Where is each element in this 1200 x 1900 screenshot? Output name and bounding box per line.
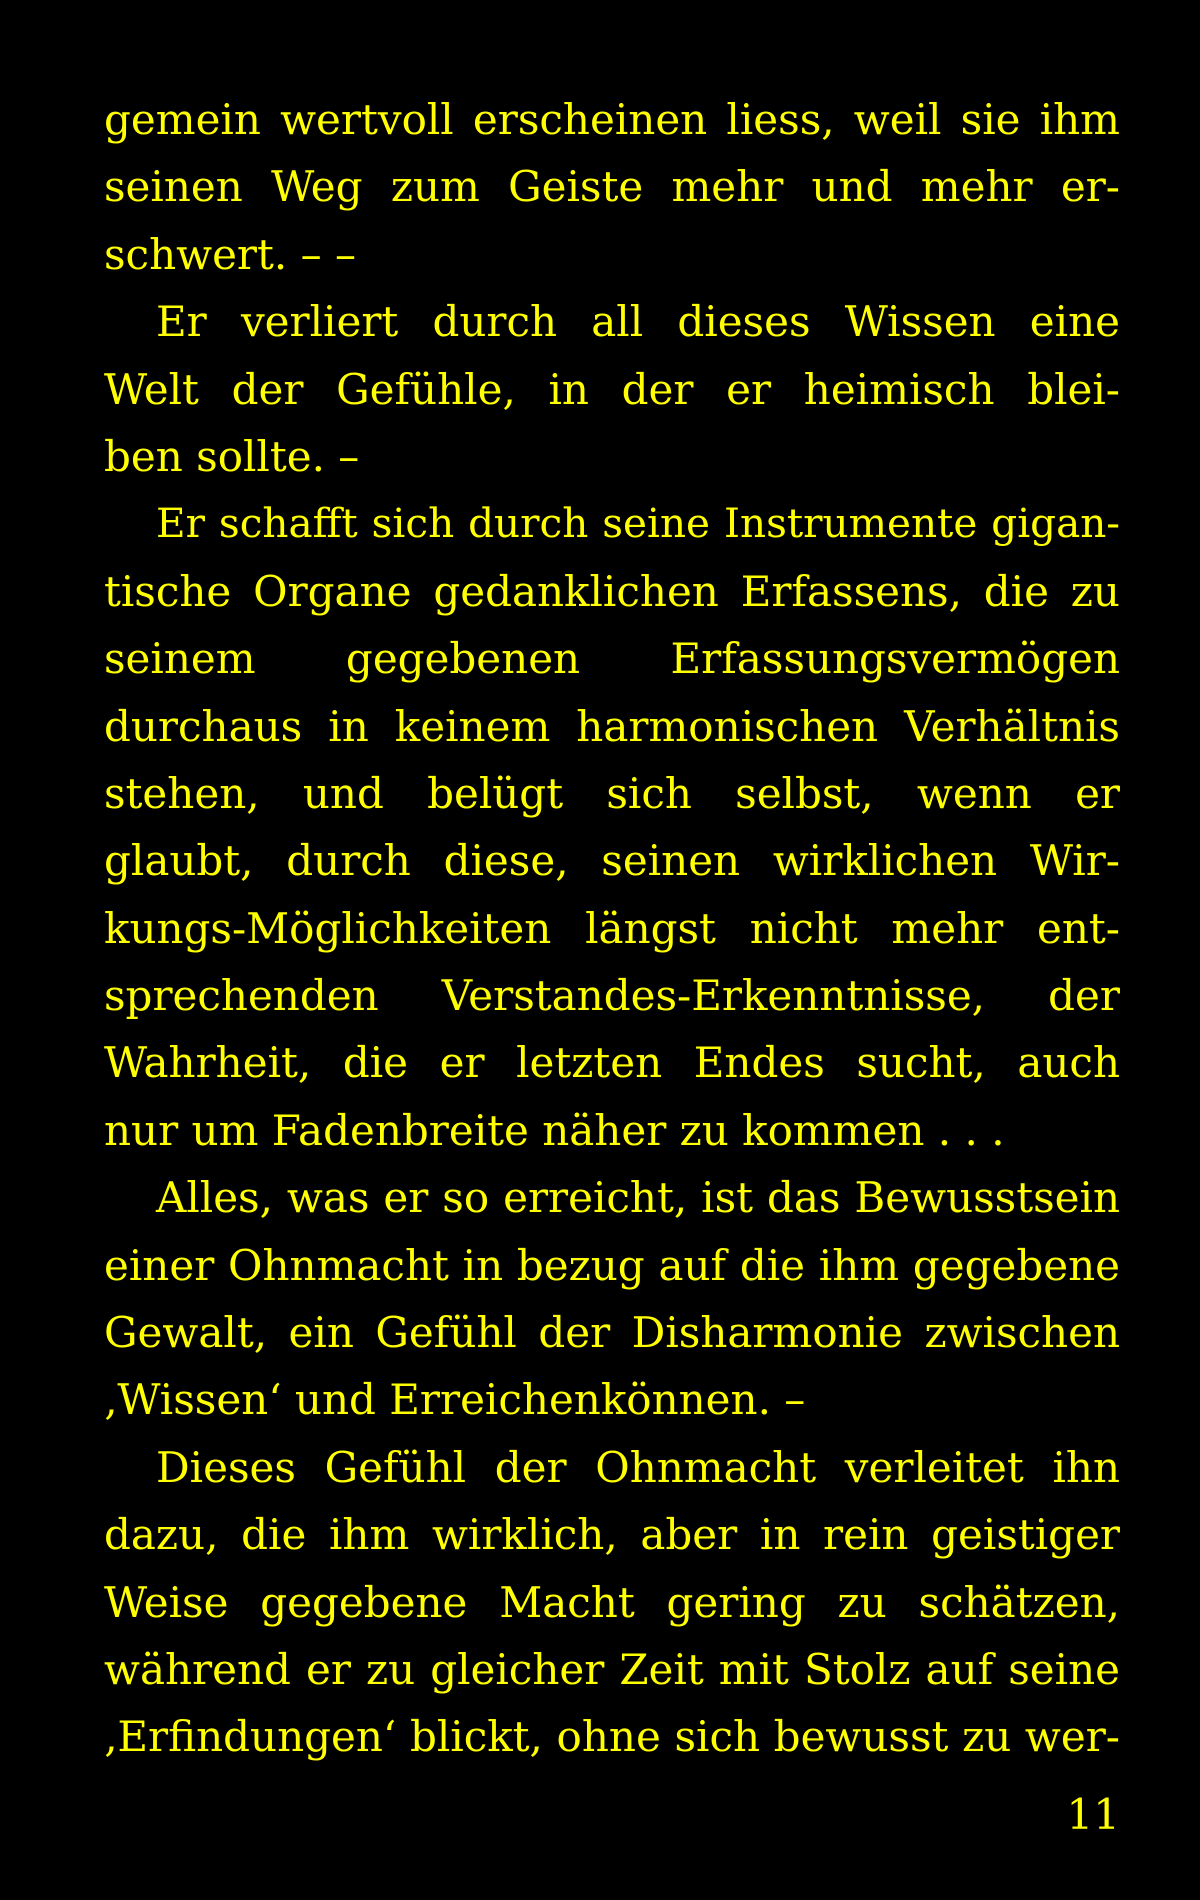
text-line: stehen, und belügt sich selbst, wenn er (104, 768, 1120, 818)
text-line: seinen Weg zum Geiste mehr und mehr er- (104, 162, 1120, 212)
text-line: Welt der Gefühle, in der er heimisch blei- (104, 364, 1120, 414)
text-line: glaubt, durch diese, seinen wirklichen Wir- (104, 836, 1120, 886)
text-line: einer Ohnmacht in bezug auf die ihm gegebene (104, 1240, 1120, 1290)
body-text (104, 86, 1120, 1771)
text-line: ‚Wissen‘ und Erreichenkönnen. – (104, 1375, 806, 1425)
text-line: dazu, die ihm wirklich, aber in rein geistiger (104, 1510, 1120, 1560)
text-line: Er verliert durch all dieses Wissen eine (156, 297, 1120, 347)
text-line: gemein wertvoll erscheinen liess, weil sie ihm (104, 95, 1120, 144)
text-line: Er schafft sich durch seine Instrumente gigan- (156, 499, 1120, 548)
text-line: während er zu gleicher Zeit mit Stolz auf seine (104, 1644, 1120, 1694)
text-line: durchaus in keinem harmonischen Verhältnis (104, 701, 1120, 751)
text-line: schwert. – – (104, 229, 356, 279)
text-line: sprechenden Verstandes-Erkenntnisse, der (104, 971, 1120, 1021)
text-line: ben sollte. – (104, 431, 360, 481)
text-line: ‚Erfindungen‘ blickt, ohne sich bewusst zu wer- (104, 1712, 1120, 1762)
text-line: Wahrheit, die er letzten Endes sucht, auch (104, 1038, 1120, 1088)
text-line: kungs-Möglichkeiten längst nicht mehr ent- (104, 903, 1120, 953)
page-number: 11 (1066, 1790, 1120, 1839)
text-line: Dieses Gefühl der Ohnmacht verleitet ihn (156, 1442, 1120, 1492)
text-line: tische Organe gedanklichen Erfassens, die zu (104, 566, 1120, 616)
text-line: seinem gegebenen Erfassungsvermögen (104, 634, 1120, 684)
text-line: Gewalt, ein Gefühl der Disharmonie zwischen (104, 1308, 1120, 1358)
text-line: nur um Fadenbreite näher zu kommen . . . (104, 1105, 1005, 1155)
text-line: Weise gegebene Macht gering zu schätzen, (104, 1577, 1120, 1627)
text-line: Alles, was er so erreicht, ist das Bewusstsein (156, 1173, 1120, 1223)
